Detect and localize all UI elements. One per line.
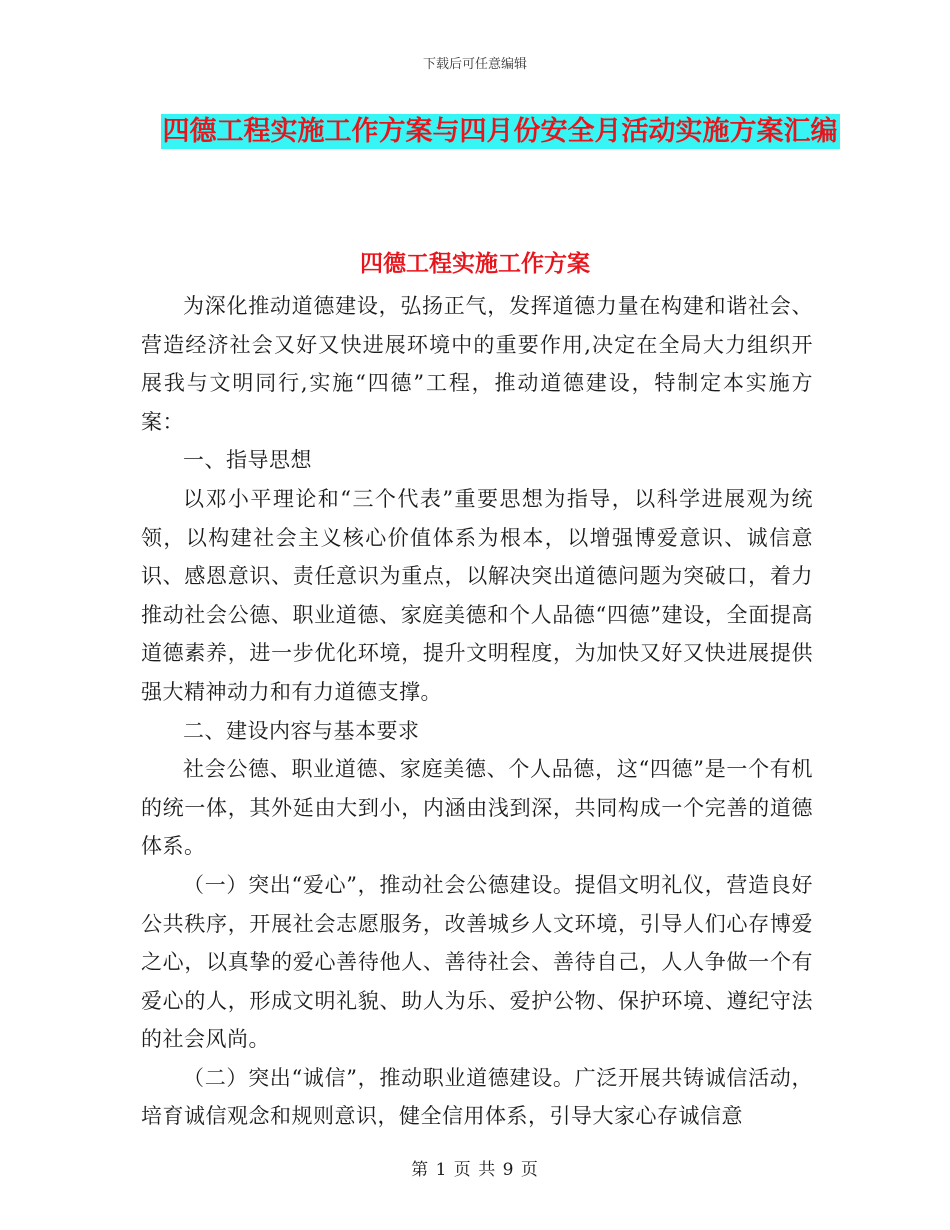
heading-guiding-ideology: 一、指导思想 [183,448,312,473]
page-footer: 第 1 页 共 9 页 [411,1160,539,1180]
document-body [141,287,813,1136]
document-title-text: 四德工程实施工作方案与四月份安全月活动实施方案汇编 [162,116,838,147]
paragraph-integrity: （二）突出“诚信”，推动职业道德建设。广泛开展共铸诚信活动，培育诚信观念和规则意识，健全信用体系，引导大家心存诚信意 [141,1065,813,1129]
header-note: 下载后可任意编辑 [422,57,527,72]
paragraph-love: （一）突出“爱心”，推动社会公德建设。提倡文明礼仪，营造良好公共秩序，开展社会志愿服务，改善城乡人文环境，引导人们心存博爱之心，以真挚的爱心善待他人、善待社会、善待自己，人人争做一个有爱心的人，形成文明礼貌、助人为乐、爱护公物、保护环境、遵纪守法的社会风尚。 [141,872,813,1052]
paragraph-guiding-ideology: 以邓小平理论和“三个代表”重要思想为指导，以科学进展观为统领，以构建社会主义核心价值体系为根本，以增强博爱意识、诚信意识、感恩意识、责任意识为重点，以解决突出道德问题为突破口，着力推动社会公德、职业道德、家庭美德和个人品德“四德”建设，全面提高道德素养，进一步优化环境，提升文明程度，为加快又好又快进展提供强大精神动力和有力道德支撑。 [141,486,813,704]
heading-content-requirements: 二、建设内容与基本要求 [183,718,420,743]
section-title: 四德工程实施工作方案 [360,251,590,277]
document-title [140,108,860,156]
paragraph-intro: 为深化推动道德建设，弘扬正气，发挥道德力量在构建和谐社会、营造经济社会又好又快进展环境中的重要作用,决定在全局大力组织开展我与文明同行,实施“四德”工程，推动道德建设，特制定本实施方案： [141,294,813,434]
paragraph-four-virtues: 社会公德、职业道德、家庭美德、个人品德，这“四德”是一个有机的统一体，其外延由大到小，内涵由浅到深，共同构成一个完善的道德体系。 [141,757,813,859]
